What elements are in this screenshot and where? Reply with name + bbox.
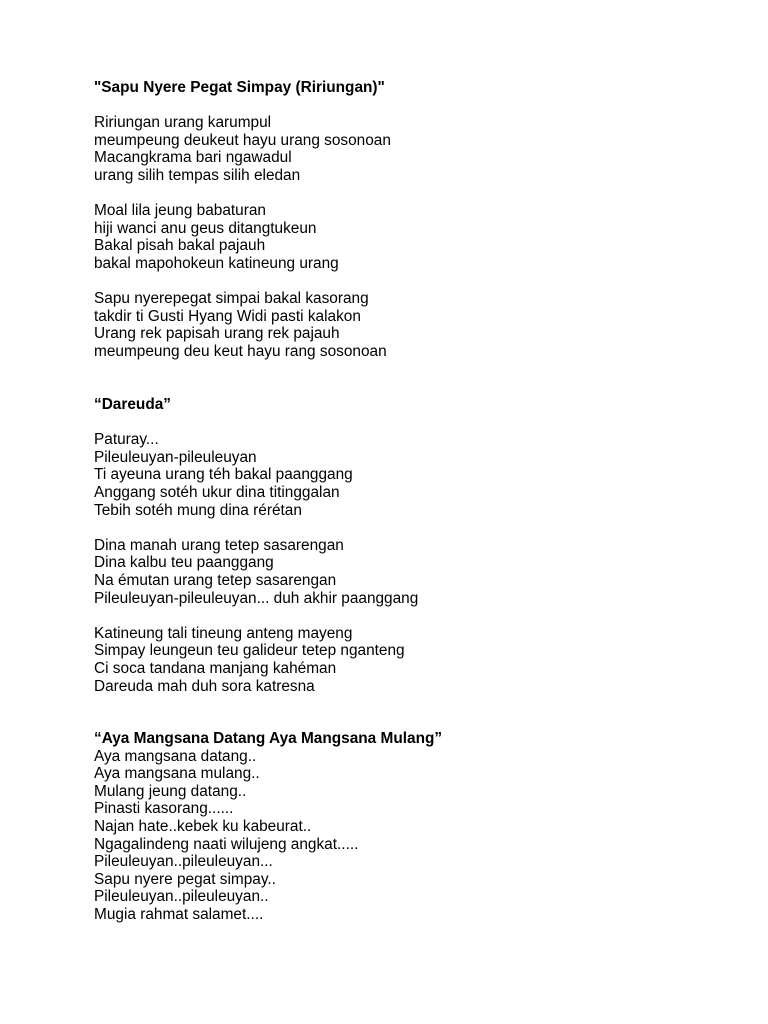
stanza <box>94 748 734 924</box>
poem-ririungan <box>94 79 734 361</box>
poem-line: meumpeung deu keut hayu rang sosonoan <box>94 342 387 360</box>
stanza <box>94 290 734 360</box>
poem-line: Anggang sotéh ukur dina titinggalan <box>94 483 340 501</box>
poem-line: Na émutan urang tetep sasarengan <box>94 571 337 589</box>
poem-line: meumpeung deukeut hayu urang sosonoan <box>94 131 391 149</box>
poem-line: takdir ti Gusti Hyang Widi pasti kalakon <box>94 307 361 325</box>
poem-line: bakal mapohokeun katineung urang <box>94 254 339 272</box>
poem-line: Najan hate..kebek ku kabeurat.. <box>94 817 312 835</box>
poem-line: Dina manah urang tetep sasarengan <box>94 536 344 554</box>
poem-line: Ngagalindeng naati wilujeng angkat..... <box>94 835 359 853</box>
poem-line: Mugia rahmat salamet.... <box>94 905 264 923</box>
poem-line: Sapu nyere pegat simpay.. <box>94 870 276 888</box>
poem-line: Tebih sotéh mung dina rérétan <box>94 501 302 519</box>
poem-line: Aya mangsana datang.. <box>94 747 257 765</box>
poem-line: Ti ayeuna urang téh bakal paanggang <box>94 466 353 484</box>
poem-line: Pinasti kasorang...... <box>94 800 234 818</box>
poem-line: Ci soca tandana manjang kahéman <box>94 659 337 677</box>
poem-line: Aya mangsana mulang.. <box>94 765 260 783</box>
poem-line: hiji wanci anu geus ditangtukeun <box>94 219 317 237</box>
poem-dareuda <box>94 396 734 695</box>
poem-line: Mulang jeung datang.. <box>94 782 247 800</box>
stanza <box>94 202 734 272</box>
poem-title: “Aya Mangsana Datang Aya Mangsana Mulang” <box>94 730 443 747</box>
poem-line: Dareuda mah duh sora katresna <box>94 677 315 695</box>
stanza <box>94 114 734 184</box>
poem-line: Pileuleuyan-pileuleuyan... duh akhir paanggang <box>94 589 419 607</box>
poem-line: Moal lila jeung babaturan <box>94 202 266 220</box>
poem-line: Simpay leungeun teu galideur tetep nganteng <box>94 642 405 660</box>
stanza <box>94 431 734 519</box>
poem-line: Katineung tali tineung anteng mayeng <box>94 624 353 642</box>
poem-title: “Dareuda” <box>94 396 171 413</box>
poem-line: Paturay... <box>94 431 159 449</box>
poem-line: Urang rek papisah urang rek pajauh <box>94 325 340 343</box>
poem-line: Macangkrama bari ngawadul <box>94 149 292 167</box>
stanza <box>94 625 734 695</box>
poem-aya-mangsana <box>94 730 734 924</box>
poem-title: "Sapu Nyere Pegat Simpay (Ririungan)" <box>94 79 385 96</box>
poem-line: Dina kalbu teu paanggang <box>94 554 274 572</box>
poem-line: Sapu nyerepegat simpai bakal kasorang <box>94 290 369 308</box>
poem-line: Pileuleuyan..pileuleuyan... <box>94 853 273 871</box>
stanza <box>94 537 734 607</box>
poem-line: urang silih tempas silih eledan <box>94 166 301 184</box>
poem-line: Pileuleuyan..pileuleuyan.. <box>94 888 269 906</box>
poem-line: Ririungan urang karumpul <box>94 114 272 132</box>
poem-line: Bakal pisah bakal pajauh <box>94 237 266 255</box>
poem-line: Pileuleuyan-pileuleuyan <box>94 448 257 466</box>
